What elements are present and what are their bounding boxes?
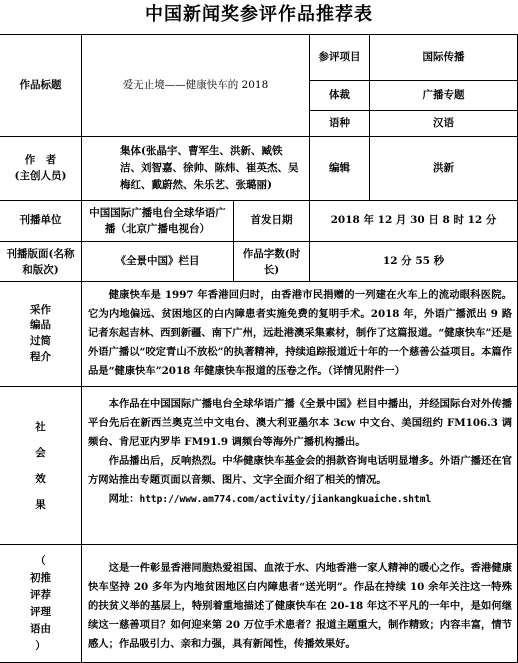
authors-value: 集体(张晶宇、曹军生、洪新、臧铁洁、刘智嘉、徐帅、陈炜、崔英杰、吴梅红、戴蔚然、朱乐艺、张璐丽)	[82, 137, 310, 201]
label-process-summary	[0, 282, 82, 387]
recommendation-table	[0, 34, 518, 663]
publishing-unit: 中国国际广播电台全球华语广播（北京广播电视台）	[82, 201, 234, 242]
editor-value: 洪新	[370, 137, 518, 201]
label-char: 采作	[30, 303, 51, 316]
length-value: 12 分 55 秒	[310, 242, 518, 282]
social-effect-para2: 作品播出后，反响热烈。中华健康快车基金会的捐款咨询电话明显增多。外语广播还在官方网站推出专题页面以音频、图片、文字全面介绍了相关的情况。	[88, 455, 512, 486]
label-char: 果	[35, 498, 46, 511]
social-effect-url-line	[88, 490, 512, 509]
label-char: 效	[35, 472, 46, 485]
label-social-effect	[0, 387, 82, 545]
label-char: ）	[35, 639, 46, 652]
label-first-date: 首发日期	[234, 201, 310, 242]
website-url[interactable]: http://www.am774.com/activity/jiankangkuaiche.shtml	[139, 494, 432, 505]
label-publishing-unit: 刊播单位	[0, 201, 82, 242]
url-label: 网址：	[108, 493, 140, 505]
label-char: 过简	[30, 335, 51, 347]
label-work-title: 作品标题	[0, 35, 82, 137]
label-language: 语种	[310, 111, 370, 137]
edition-value: 《全景中国》栏目	[82, 242, 234, 282]
language-value: 汉语	[370, 111, 518, 137]
first-date: 2018 年 12 月 30 日 8 时 12 分	[310, 201, 518, 242]
label-category: 参评项目	[310, 35, 370, 81]
page-title: 中国新闻奖参评作品推荐表	[145, 4, 373, 25]
label-edition: 刊播版面(名称和版次)	[0, 242, 82, 282]
label-char: 评荐	[30, 588, 51, 601]
label-genre: 体裁	[310, 81, 370, 111]
work-title: 爱无止境——健康快车的 2018	[82, 35, 310, 137]
label-char: 编品	[30, 319, 51, 332]
label-char: 初推	[30, 571, 51, 584]
label-char: 评理	[30, 605, 51, 618]
label-recommendation-reason	[0, 545, 82, 663]
label-char: 社	[35, 420, 46, 433]
label-editor: 编辑	[310, 137, 370, 201]
label-char: 语由	[30, 622, 51, 635]
label-authors-line2: (主创人员)	[14, 169, 67, 182]
label-char: 会	[35, 446, 46, 459]
process-summary-text: 健康快车是 1997 年香港回归时，由香港市民捐赠的一列建在火车上的流动眼科医院。它为内地偏远、贫困地区的白内障患者实施免费的复明手术。2018 年，外语广播派出 9 路记者东起吉林、西到新疆、南下广州，远赴港澳采集素材，制作了这篇报道。“健康快车”还是外语广播以“咬定青山不放松”的执著精神，持续追踪报道近十年的一个慈善公益项目。本篇作品是“健康快车”2018 年健康快车报道的压卷之作。（详情见附件一）	[82, 282, 518, 387]
social-effect-text	[82, 387, 518, 545]
label-char: （	[35, 554, 46, 567]
label-authors-line1: 作 者	[24, 153, 57, 166]
genre-value: 广播专题	[370, 81, 518, 111]
recommendation-reason-text: 这是一件彰显香港同胞热爱祖国、血浓于水、内地香港一家人精神的暖心之作。香港健康快车坚持 20 多年为内地贫困地区白内障患者“送光明”。作品在持续 10 余年关注这一特殊的扶贫义举的基层上，特别着重地描述了健康快车在 20-18 年这不平凡的一年中，是如何继续这一慈善项目？如何迎来第 20 万位手术患者？报道主题重大，制作精致；内容丰富，情节感人；作品吸引力、亲和力强，具有新闻性，传播效果好。	[82, 545, 518, 663]
label-char: 程介	[30, 350, 51, 363]
social-effect-para1: 本作品在中国国际广播电台全球华语广播《全景中国》栏目中播出，并经国际台对外传播平台先后在新西兰奥克兰中文电台、澳大利亚墨尔本 3cw 中文台、美国纽约 FM106.3 调频台、肯尼亚内罗毕 FM91.9 调频台等海外广播机构播出。	[88, 398, 512, 448]
label-authors	[0, 137, 82, 201]
category-value: 国际传播	[370, 35, 518, 81]
label-length: 作品字数(时长)	[234, 242, 310, 282]
